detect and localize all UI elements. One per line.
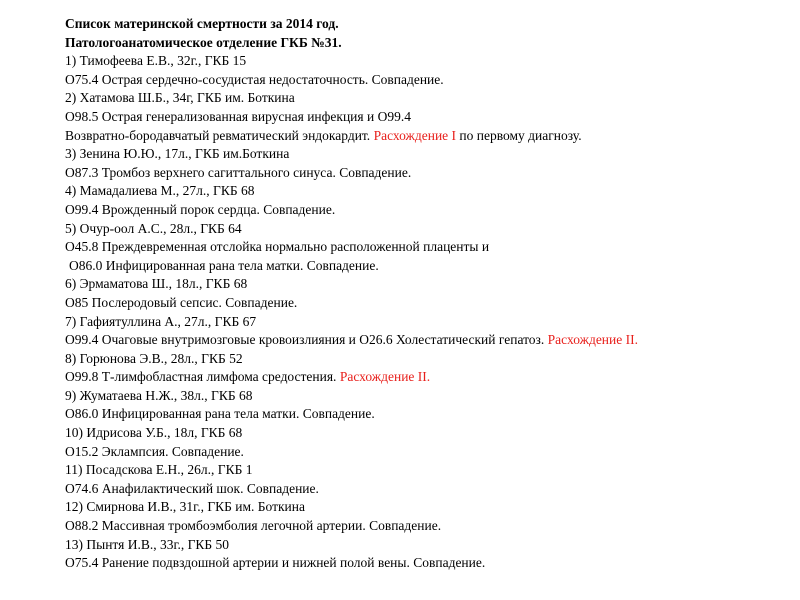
discrepancy-label: Расхождение II. [547,332,638,348]
record-text: 1) Тимофеева Е.В., 32г., ГКБ 15 [65,53,247,69]
record-text: Возвратно-бородавчатый ревматический эндокардит. [65,127,374,143]
record-line [65,313,785,332]
discrepancy-label: Расхождение II. [339,369,431,385]
record-line [65,554,785,573]
record-line [65,220,785,239]
record-line [65,387,785,406]
record-text: 11) Посадскова Е.Н., 26л., ГКБ 1 [65,462,253,478]
record-text: O99.4 Очаговые внутримозговые кровоизлияния и O26.6 Холестатический гепатоз. [65,332,548,348]
record-text-suffix: по первому диагнозу. [456,127,582,143]
record-text: 2) Хатамова Ш.Б., 34г, ГКБ им. Боткина [65,90,295,106]
record-list [65,52,785,573]
record-text: 8) Горюнова Э.В., 28л., ГКБ 52 [65,350,243,366]
record-text: O99.4 Врожденный порок сердца. Совпадение. [65,201,336,217]
record-line [65,182,785,201]
record-line [65,350,785,369]
record-line [65,145,785,164]
record-line [65,257,785,276]
record-text: O98.5 Острая генерализованная вирусная инфекция и O99.4 [65,108,411,124]
document-title: Список материнской смертности за 2014 год. [65,16,339,31]
record-text: 7) Гафиятуллина А., 27л., ГКБ 67 [65,313,257,329]
record-text: O88.2 Массивная тромбоэмболия легочной артерии. Совпадение. [65,518,442,534]
record-line [65,536,785,555]
record-text: 13) Пынтя И.В., 33г., ГКБ 50 [65,536,230,552]
record-line [65,89,785,108]
record-line [65,201,785,220]
discrepancy-label: Расхождение I [373,127,457,143]
record-text: O75.4 Ранение подвздошной артерии и нижней полой вены. Совпадение. [65,555,486,571]
record-text: O15.2 Эклампсия. Совпадение. [65,443,244,459]
record-line [65,52,785,71]
record-text: O75.4 Острая сердечно-сосудистая недостаточность. Совпадение. [65,71,444,87]
record-text: O45.8 Преждевременная отслойка нормально расположенной плаценты и [65,239,490,255]
record-text: 3) Зенина Ю.Ю., 17л., ГКБ им.Боткина [65,146,290,162]
record-text: O99.8 Т-лимфобластная лимфома средостения. [65,369,340,385]
record-text: O85 Послеродовый сепсис. Совпадение. [65,294,298,310]
record-line [65,517,785,536]
record-text: 9) Жуматаева Н.Ж., 38л., ГКБ 68 [65,387,253,403]
record-line [65,498,785,517]
record-line [65,275,785,294]
record-line [65,331,785,350]
record-text: O86.0 Инфицированная рана тела матки. Совпадение. [69,257,379,273]
record-line [65,424,785,443]
record-line [65,368,785,387]
record-text: O86.0 Инфицированная рана тела матки. Совпадение. [65,406,375,422]
record-line [65,238,785,257]
document-body [65,15,785,573]
record-text: 5) Очур-оол А.С., 28л., ГКБ 64 [65,220,242,236]
record-text: O87.3 Тромбоз верхнего сагиттального синуса. Совпадение. [65,164,412,180]
document-subtitle: Патологоанатомическое отделение ГКБ №31. [65,34,342,50]
record-text: O74.6 Анафилактический шок. Совпадение. [65,480,319,496]
record-text: 6) Эрмаматова Ш., 18л., ГКБ 68 [65,276,248,292]
record-text: 10) Идрисова У.Б., 18л, ГКБ 68 [65,425,243,441]
record-text: 12) Смирнова И.В., 31г., ГКБ им. Боткина [65,499,306,515]
record-line [65,405,785,424]
record-line [65,164,785,183]
record-line [65,127,785,146]
record-line [65,480,785,499]
record-line [65,443,785,462]
record-line [65,108,785,127]
record-text: 4) Мамадалиева М., 27л., ГКБ 68 [65,183,255,199]
record-line [65,71,785,90]
record-line [65,294,785,313]
record-line [65,461,785,480]
